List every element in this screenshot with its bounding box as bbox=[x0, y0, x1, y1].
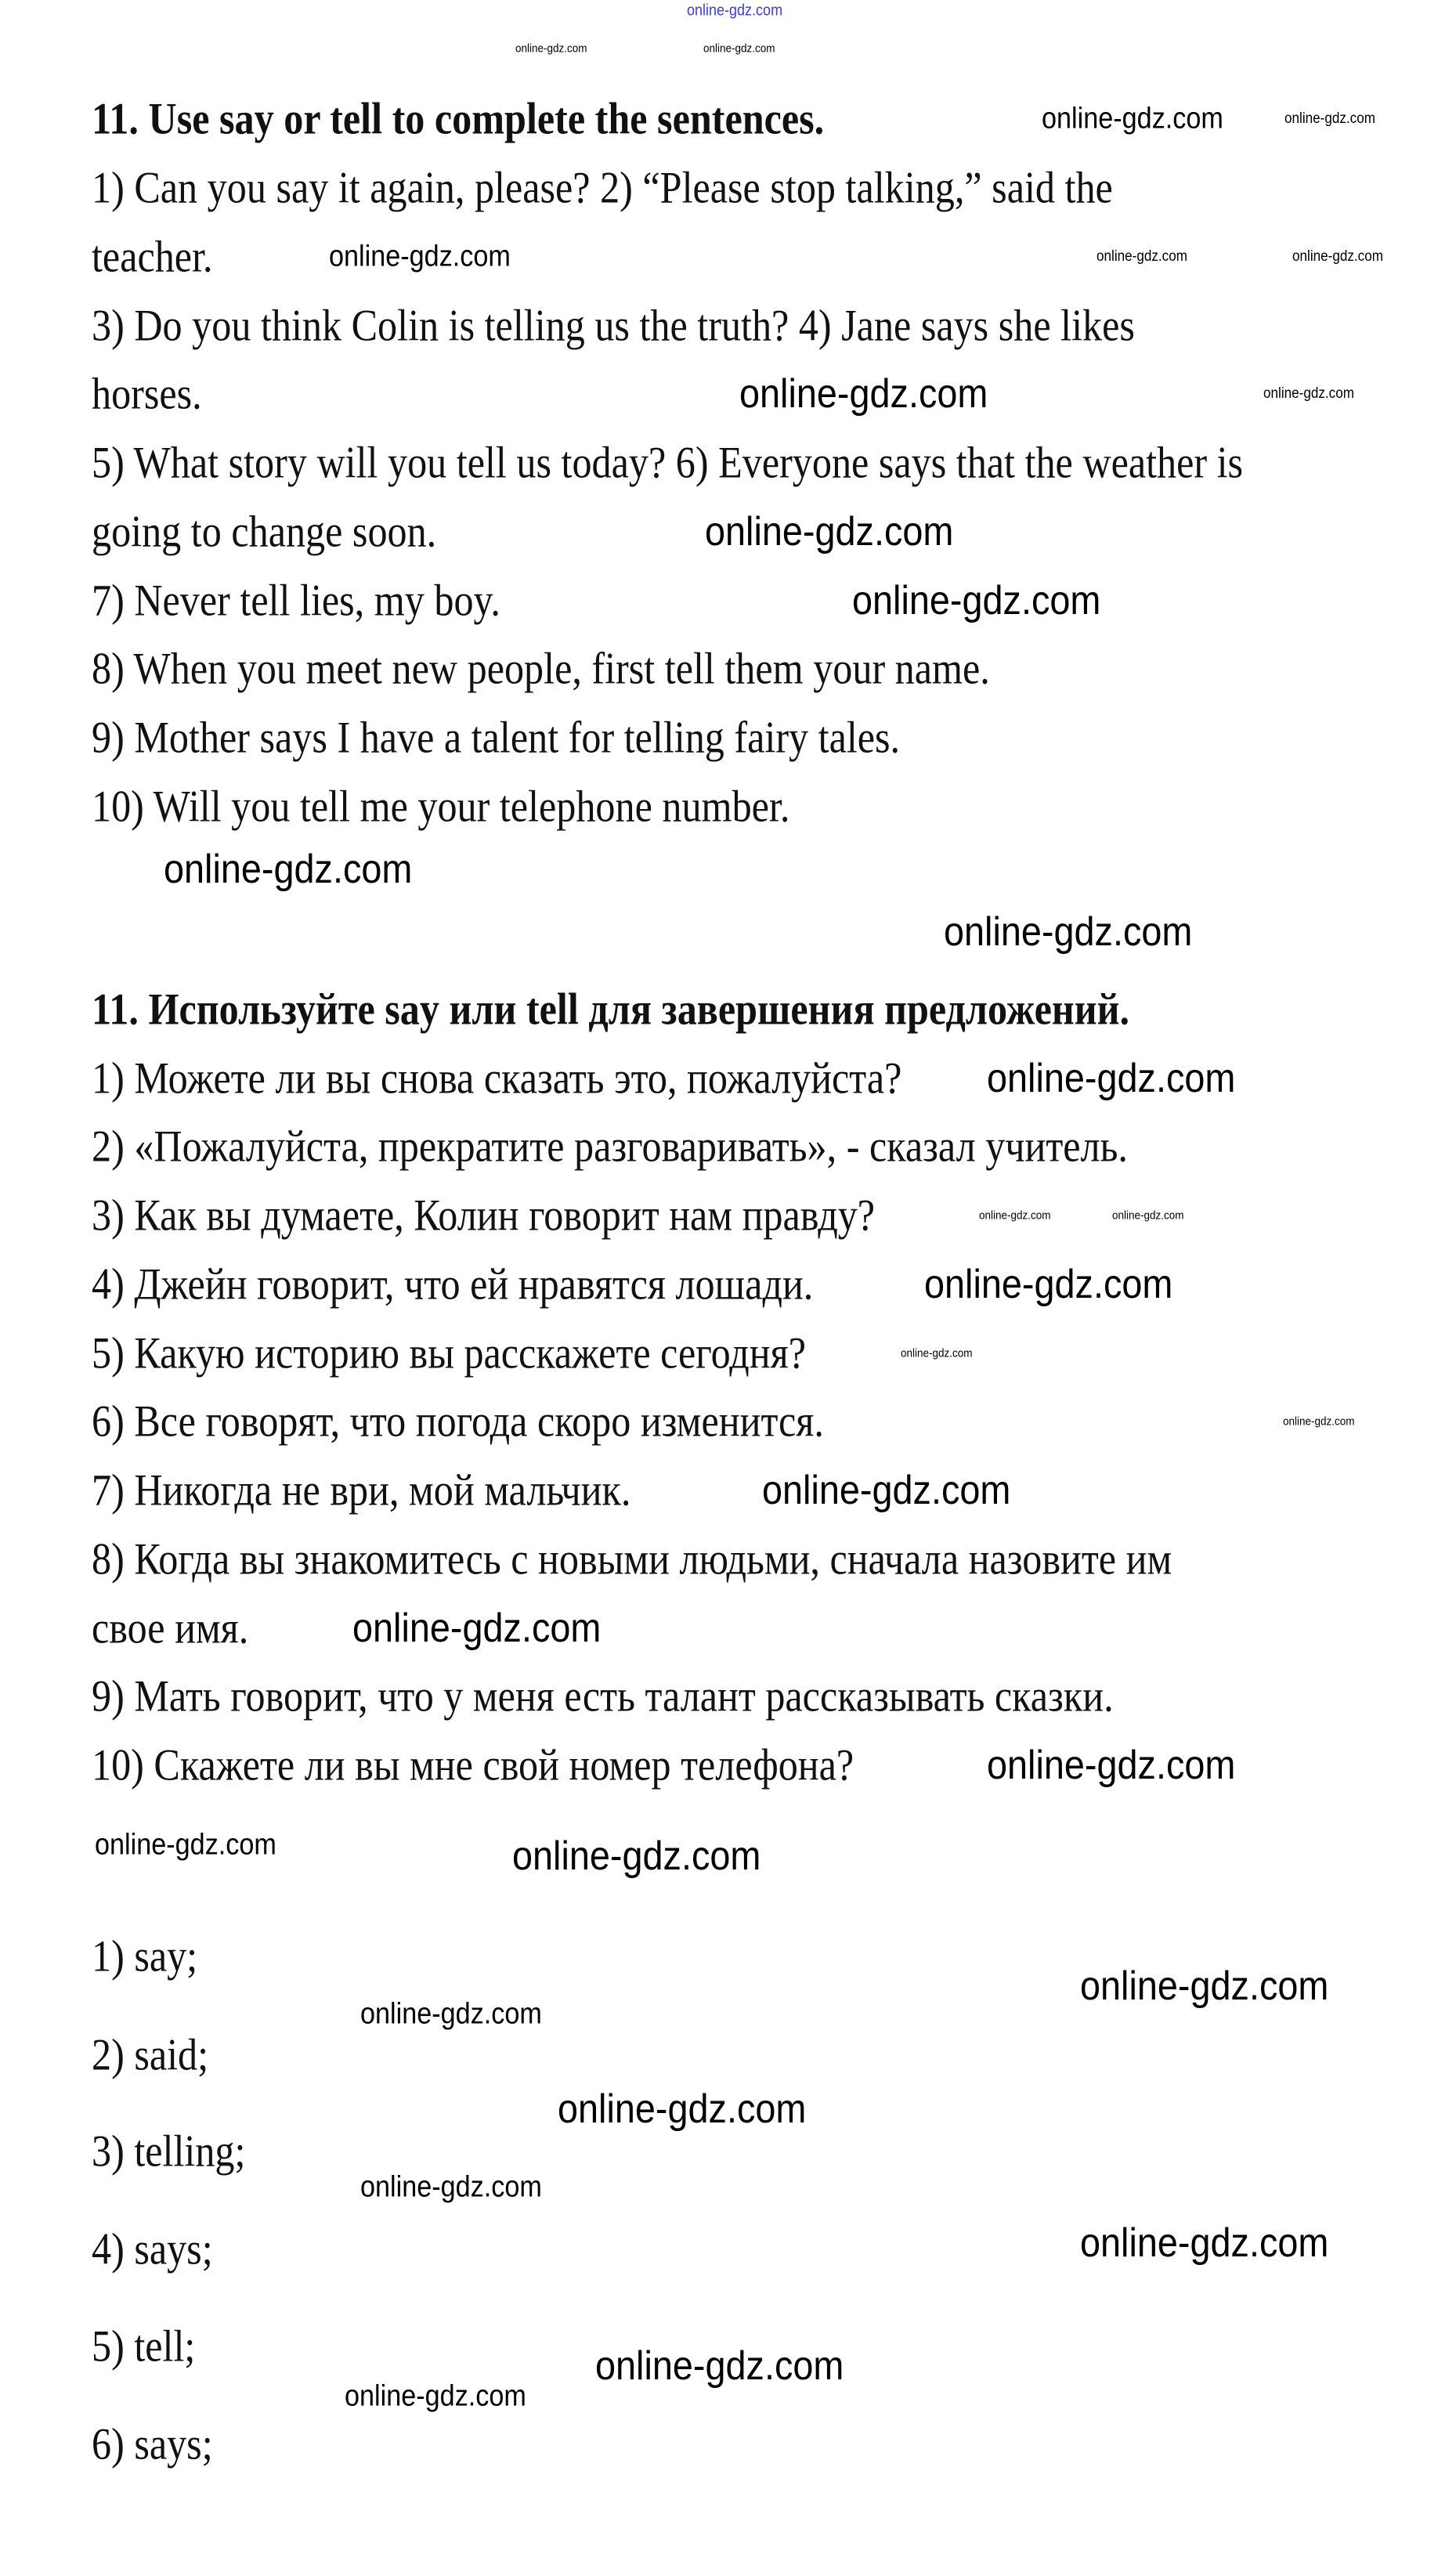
russian-line: 1) Можете ли вы снова сказать это, пожалуйста? bbox=[92, 1053, 902, 1104]
english-title: 11. Use say or tell to complete the sentences. bbox=[92, 94, 825, 144]
russian-line: 2) «Пожалуйста, прекратите разговаривать», - сказал учитель. bbox=[92, 1122, 1128, 1172]
russian-line: 3) Как вы думаете, Колин говорит нам правду? bbox=[92, 1190, 876, 1241]
watermark: online-gdz.com bbox=[987, 1056, 1236, 1101]
english-line: teacher. bbox=[92, 232, 213, 282]
watermark: online-gdz.com bbox=[95, 1828, 276, 1862]
watermark: online-gdz.com bbox=[558, 2086, 807, 2132]
english-line: 3) Do you think Colin is telling us the truth? 4) Jane says she likes bbox=[92, 301, 1135, 351]
watermark: online-gdz.com bbox=[924, 1262, 1173, 1307]
watermark: online-gdz.com bbox=[1042, 102, 1223, 135]
russian-line: 9) Мать говорит, что у меня есть талант рассказывать сказки. bbox=[92, 1671, 1114, 1721]
watermark: online-gdz.com bbox=[1292, 248, 1383, 265]
watermark: online-gdz.com bbox=[1080, 1963, 1329, 2009]
watermark: online-gdz.com bbox=[1080, 2220, 1329, 2266]
watermark: online-gdz.com bbox=[360, 2170, 542, 2204]
watermark: online-gdz.com bbox=[360, 1997, 542, 2031]
english-line: 1) Can you say it again, please? 2) “Please stop talking,” said the bbox=[92, 163, 1113, 213]
english-line: 9) Mother says I have a talent for telling fairy tales. bbox=[92, 713, 901, 763]
answer-item: 6) says; bbox=[92, 2419, 213, 2469]
english-line: 8) When you meet new people, first tell them your name. bbox=[92, 644, 990, 694]
watermark: online-gdz.com bbox=[739, 371, 988, 417]
russian-line: 6) Все говорят, что погода скоро изменится. bbox=[92, 1396, 824, 1447]
watermark: online-gdz.com bbox=[687, 2, 783, 20]
watermark: online-gdz.com bbox=[944, 909, 1193, 955]
watermark: online-gdz.com bbox=[987, 1743, 1236, 1788]
english-line: 7) Never tell lies, my boy. bbox=[92, 576, 500, 626]
english-line: 5) What story will you tell us today? 6) Everyone says that the weather is bbox=[92, 438, 1244, 488]
watermark: online-gdz.com bbox=[762, 1468, 1011, 1513]
watermark: online-gdz.com bbox=[703, 42, 775, 56]
watermark: online-gdz.com bbox=[1263, 385, 1354, 402]
answer-item: 3) telling; bbox=[92, 2126, 246, 2176]
watermark: online-gdz.com bbox=[329, 240, 511, 273]
answer-item: 1) say; bbox=[92, 1931, 198, 1981]
answer-item: 4) says; bbox=[92, 2224, 213, 2274]
english-line: going to change soon. bbox=[92, 507, 437, 557]
watermark: online-gdz.com bbox=[852, 578, 1101, 623]
russian-line: 7) Никогда не ври, мой мальчик. bbox=[92, 1465, 631, 1515]
watermark: online-gdz.com bbox=[512, 1833, 761, 1879]
answer-item: 5) tell; bbox=[92, 2321, 196, 2372]
russian-line: 10) Скажете ли вы мне свой номер телефона? bbox=[92, 1740, 854, 1790]
russian-line: 4) Джейн говорит, что ей нравятся лошади. bbox=[92, 1259, 814, 1310]
watermark: online-gdz.com bbox=[515, 42, 587, 56]
russian-line: 8) Когда вы знакомитесь с новыми людьми, сначала назовите им bbox=[92, 1534, 1172, 1584]
watermark: online-gdz.com bbox=[352, 1606, 602, 1651]
watermark: online-gdz.com bbox=[1284, 110, 1375, 127]
watermark: online-gdz.com bbox=[595, 2343, 844, 2389]
watermark: online-gdz.com bbox=[705, 509, 954, 555]
russian-line: свое имя. bbox=[92, 1603, 249, 1653]
watermark: online-gdz.com bbox=[345, 2379, 526, 2413]
watermark: online-gdz.com bbox=[979, 1208, 1051, 1223]
watermark: online-gdz.com bbox=[1283, 1414, 1355, 1429]
russian-title: 11. Используйте say или tell для завершения предложений. bbox=[92, 984, 1130, 1035]
russian-line: 5) Какую историю вы расскажете сегодня? bbox=[92, 1328, 806, 1378]
watermark: online-gdz.com bbox=[1112, 1208, 1184, 1223]
watermark: online-gdz.com bbox=[1097, 248, 1187, 265]
watermark: online-gdz.com bbox=[164, 847, 413, 892]
answer-item: 2) said; bbox=[92, 2030, 209, 2080]
english-line: 10) Will you tell me your telephone number. bbox=[92, 782, 790, 832]
english-line: horses. bbox=[92, 369, 202, 419]
watermark: online-gdz.com bbox=[901, 1346, 973, 1360]
